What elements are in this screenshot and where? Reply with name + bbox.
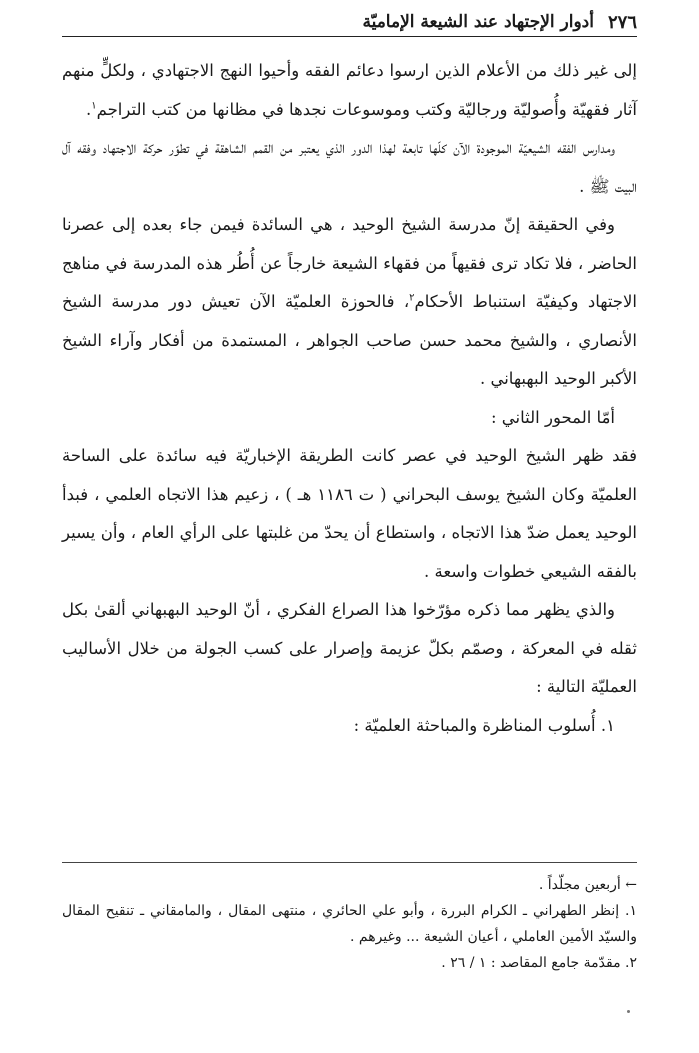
paragraph-3: [62, 206, 637, 399]
paragraph-1: [62, 52, 637, 129]
footnote-divider: [62, 862, 637, 863]
section-heading: أمّا المحور الثاني :: [491, 407, 615, 427]
running-title: أدوار الإجتهاد عند الشيعة الإماميّة: [362, 12, 594, 32]
page-number: ٢٧٦: [607, 11, 637, 33]
paragraph-2: ومدارس الفقه الشيعيّة الموجودة الآن كلّها تابعة لهذا الدور الذي يعتبر من القمم الشاهقة في تطوّر حركة الاجتهاد وفقه آل البيت ﷺ .: [62, 138, 637, 196]
page-header: [62, 8, 637, 37]
footnote-ref-2: ٢: [409, 292, 415, 304]
scan-dot: [627, 1010, 630, 1013]
footnote-1: ١. إنظر الطهراني ـ الكرام البررة ، وأبو علي الحائري ، منتهى المقال ، والمامقاني ـ تنقيح المقال والسيّد الأمين العاملي ، أعيان الشيعة ... وغيرهم .: [62, 903, 637, 945]
paragraph-6: والذي يظهر مما ذكره مؤرّخوا هذا الصراع الفكري ، أنّ الوحيد البهبهاني ألقىٰ بكل ثقله في المعركة ، وصمّم بكلّ عزيمة وإصرار على كسب الجولة من خلال الأساليب العمليّة التالية :: [62, 600, 637, 696]
paragraph-5: فقد ظهر الشيخ الوحيد في عصر كانت الطريقة الإخباريّة فيه سائدة على الساحة العلميّة وكان الشيخ يوسف البحراني ( ت ١١٨٦ هـ ) ، زعيم هذا الاتجاه العلمي ، فبدأ الوحيد يعمل ضدّ هذا الاتجاه ، واستطاع أن يحدّ من غلبتها على الرأي العام ، وأن يسير بالفقه الشيعي خطوات واسعة .: [62, 446, 637, 581]
paragraph-3-text-a: وفي الحقيقة إنّ مدرسة الشيخ الوحيد ، هي السائدة فيمن جاء بعده إلى عصرنا الحاضر ، فلا تكاد ترى فقيهاً من فقهاء الشيعة خارجاً عن أُطُر هذه المدرسة في مناهج الاجتهاد وكيفيّة استنباط الأحكام: [62, 215, 637, 311]
footnote-2: ٢. مقدّمة جامع المقاصد : ١ / ٢٦ .: [441, 955, 637, 971]
main-text: [62, 52, 637, 745]
footnote-ref-1: ١: [91, 100, 97, 111]
footnotes: [62, 872, 637, 976]
list-item-1: ١. أُسلوب المناظرة والمباحثة العلميّة :: [353, 715, 615, 735]
paragraph-3-text-b: ، فالحوزة العلميّة الآن تعيش دور مدرسة الشيخ الأنصاري ، والشيخ محمد حسن صاحب الجواهر ، المستمدة من أفكار وآراء الشيخ الأكبر الوحيد البهبهاني .: [62, 292, 637, 388]
paragraph-1-text: إلى غير ذلك من الأعلام الذين ارسوا دعائم الفقه وأحيوا النهج الاجتهادي ، ولكلٍّ منهم آثار فقهيّة وأُصوليّة ورجاليّة وكتب وموسوعات نجدها في مظانها من كتب التراجم: [62, 61, 637, 119]
footnote-continuation: ← أربعين مجلّداً .: [538, 877, 637, 893]
paragraph-1-end: .: [86, 99, 92, 119]
